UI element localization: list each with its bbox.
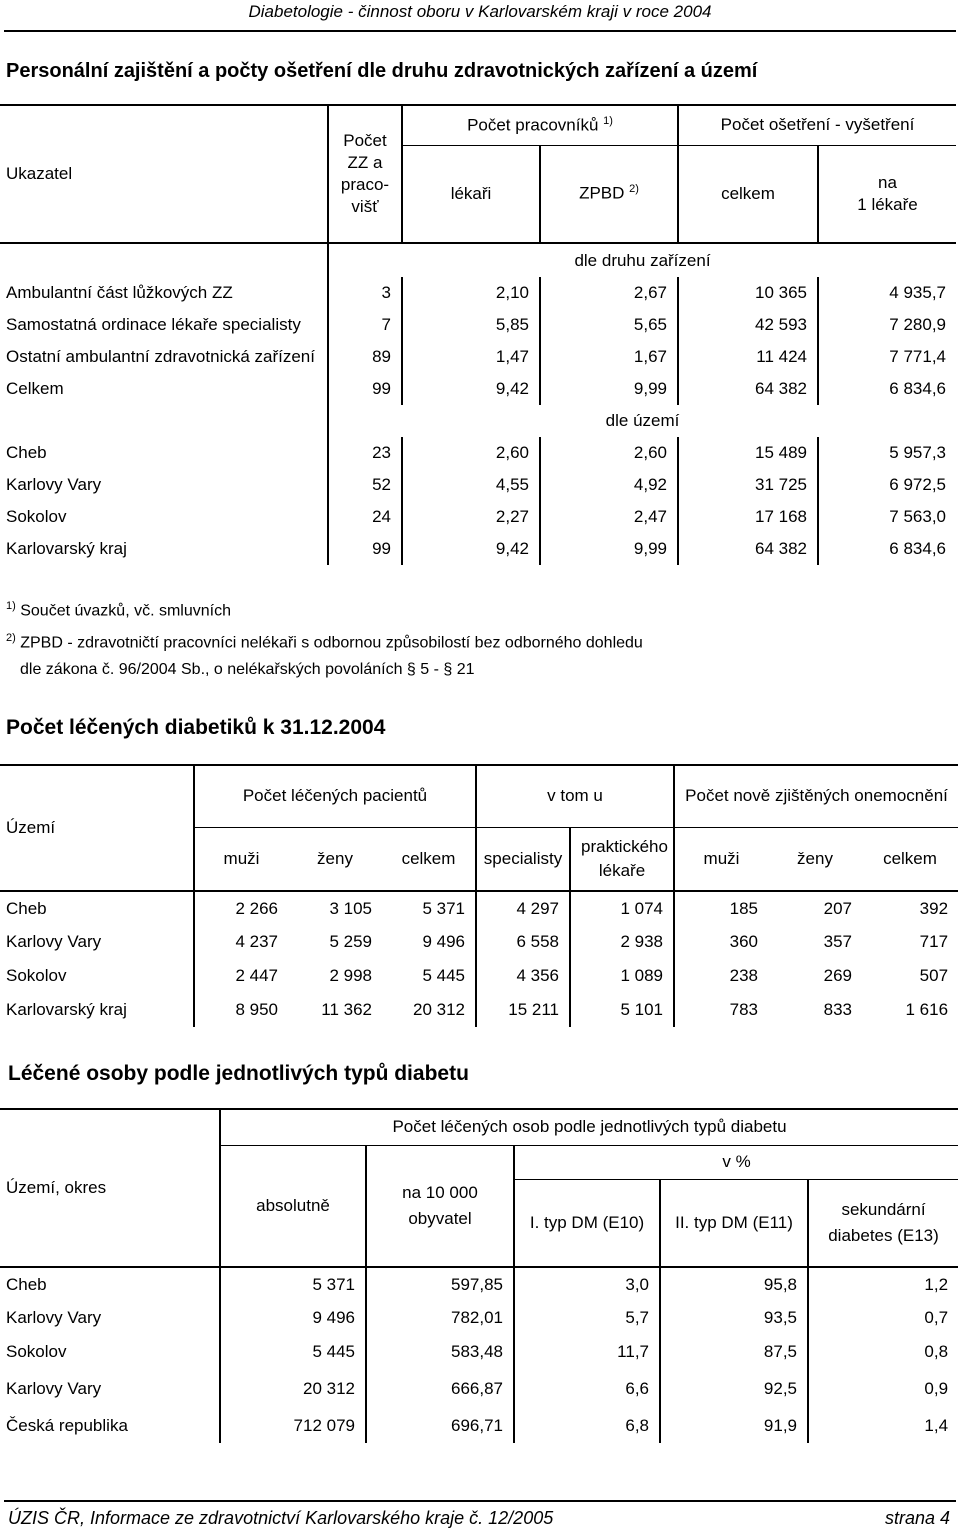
header-nove-zeny: ženy xyxy=(768,827,862,891)
row-label: Sokolov xyxy=(6,1342,67,1361)
cell-lekari: 5,85 xyxy=(402,309,540,341)
cell-nove-muzi: 360 xyxy=(674,925,768,959)
footnote-1: $^{1)}$ Součet úvazků, vč. smluvních xyxy=(6,600,231,620)
row-label: Cheb xyxy=(6,1274,47,1294)
cell-celkem: 42 593 xyxy=(678,309,818,341)
cell-zz: 52 xyxy=(328,469,402,501)
cell-lekari: 2,27 xyxy=(402,501,540,533)
table-row xyxy=(0,533,956,565)
cell-typ1: 5,7 xyxy=(514,1301,660,1335)
cell-specialisty: 4 356 xyxy=(476,959,570,993)
page-header: Diabetologie - činnost oboru v Karlovarském kraji v roce 2004 xyxy=(248,2,712,21)
cell-zeny: 5 259 xyxy=(329,932,372,951)
cell-zpbd: 4,92 xyxy=(540,469,678,501)
row-label: Karlovy Vary xyxy=(6,475,102,494)
header-pocet-osob: Počet léčených osob podle jednotlivých typů diabetu xyxy=(220,1109,958,1145)
cell-nove-muzi: 185 xyxy=(674,891,768,925)
cell-na10000: 666,87 xyxy=(366,1369,514,1409)
cell-nove-celkem: 392 xyxy=(919,898,949,918)
row-label: Ostatní ambulantní zdravotnická zařízení xyxy=(6,347,315,366)
cell-na10000: 583,48 xyxy=(366,1335,514,1369)
row-label: Karlovarský kraj xyxy=(6,539,127,558)
cell-celkem: 5 445 xyxy=(422,966,465,985)
header-nove: Počet nově zjištěných onemocnění xyxy=(674,765,958,827)
footer-page: strana 4 xyxy=(884,1508,950,1528)
cell-lekari: 9,42 xyxy=(402,373,540,405)
header-uzemi: Území xyxy=(6,818,56,837)
header-lekari: lékaři xyxy=(402,145,540,243)
cell-na10000: 696,71 xyxy=(366,1409,514,1443)
cell-na-lekare: 7 771,4 xyxy=(818,341,956,373)
cell-typ1: 6,6 xyxy=(514,1369,660,1409)
cell-zz: 99 xyxy=(328,533,402,565)
row-label: Ambulantní část lůžkových ZZ xyxy=(6,283,233,302)
cell-specialisty: 15 211 xyxy=(476,993,570,1027)
table-row xyxy=(0,1409,958,1443)
cell-zeny: 2 998 xyxy=(329,966,372,985)
cell-typ1: 11,7 xyxy=(514,1335,660,1369)
cell-specialisty: 4 297 xyxy=(476,891,570,925)
header-pracovniku: Počet pracovníků $^{1)}$ xyxy=(402,105,678,145)
cell-zpbd: 2,60 xyxy=(540,437,678,469)
cell-zz: 3 xyxy=(328,277,402,309)
cell-zz: 7 xyxy=(328,309,402,341)
rows-diabetics xyxy=(0,891,958,1027)
cell-typ2: 95,8 xyxy=(660,1267,808,1301)
cell-zpbd: 1,67 xyxy=(540,341,678,373)
header-nove-muzi: muži xyxy=(674,827,768,891)
cell-sekundarni: 1,4 xyxy=(808,1409,958,1443)
table-row xyxy=(0,1369,958,1409)
row-label: Celkem xyxy=(6,379,64,398)
header-prakticky: praktického lékaře xyxy=(570,827,674,891)
cell-lekari: 2,10 xyxy=(402,277,540,309)
rows-types xyxy=(0,1267,958,1443)
subheader-uzemi: dle území xyxy=(328,405,956,437)
cell-typ2: 87,5 xyxy=(660,1335,808,1369)
header-nove-celkem: celkem xyxy=(862,827,958,891)
cell-lekari: 2,60 xyxy=(402,437,540,469)
header-na10000: na 10 000 obyvatel xyxy=(366,1145,514,1267)
table-row xyxy=(0,373,956,405)
cell-nove-zeny: 833 xyxy=(823,1000,852,1019)
cell-celkem: 11 424 xyxy=(678,341,818,373)
cell-celkem: 31 725 xyxy=(678,469,818,501)
cell-prakticky: 5 101 xyxy=(570,993,674,1027)
cell-na10000: 782,01 xyxy=(366,1301,514,1335)
header-muzi: muži xyxy=(194,827,288,891)
header-ukazatel: Ukazatel xyxy=(6,164,73,183)
cell-celkem: 64 382 xyxy=(678,533,818,565)
subheader-druh: dle druhu zařízení xyxy=(328,243,956,277)
header-zpbd: ZPBD $^{2)}$ xyxy=(540,145,678,243)
header-vpct: v % xyxy=(514,1145,958,1179)
cell-typ1: 6,8 xyxy=(514,1409,660,1443)
row-label: Sokolov xyxy=(6,507,67,526)
table-row xyxy=(0,1301,958,1335)
cell-prakticky: 1 089 xyxy=(570,959,674,993)
header-celkem: celkem xyxy=(678,145,818,243)
cell-zpbd: 9,99 xyxy=(540,373,678,405)
cell-na-lekare: 6 834,6 xyxy=(818,373,956,405)
section1-title: Personální zajištění a počty ošetření dle druhu zdravotnických zařízení a území xyxy=(6,60,758,82)
cell-lekari: 9,42 xyxy=(402,533,540,565)
header-typ1: I. typ DM (E10) xyxy=(514,1179,660,1267)
cell-zz: 89 xyxy=(328,341,402,373)
cell-celkem: 9 496 xyxy=(422,932,465,951)
table-row xyxy=(0,891,958,925)
cell-na-lekare: 4 935,7 xyxy=(818,277,956,309)
cell-muzi: 2 447 xyxy=(194,959,288,993)
cell-na10000: 597,85 xyxy=(366,1267,514,1301)
footnote-2: $^{2)}$ ZPBD - zdravotničtí pracovníci nelékaři s odbornou způsobilostí bez odborného dohledu xyxy=(6,632,643,652)
cell-celkem: 20 312 xyxy=(413,1000,465,1019)
cell-typ2: 91,9 xyxy=(660,1409,808,1443)
table-row xyxy=(0,959,958,993)
row-label: Cheb xyxy=(6,898,47,918)
header-pocet-zz: Počet ZZ a praco- višť xyxy=(328,105,402,243)
section3-title: Léčené osoby podle jednotlivých typů diabetu xyxy=(8,1062,469,1085)
footer-rule xyxy=(4,1500,956,1502)
row-label: Cheb xyxy=(6,443,47,462)
table-row xyxy=(0,277,956,309)
cell-sekundarni: 0,7 xyxy=(808,1301,958,1335)
cell-nove-celkem: 717 xyxy=(919,932,949,951)
cell-specialisty: 6 558 xyxy=(476,925,570,959)
cell-zeny: 11 362 xyxy=(321,1000,372,1019)
cell-nove-muzi: 238 xyxy=(674,959,768,993)
cell-nove-zeny: 269 xyxy=(823,966,852,985)
table-row xyxy=(0,925,958,959)
cell-zpbd: 5,65 xyxy=(540,309,678,341)
header-osetreni: Počet ošetření - vyšetření xyxy=(678,105,956,145)
row-label: Sokolov xyxy=(6,966,67,985)
table-row xyxy=(0,1267,958,1301)
cell-nove-zeny: 357 xyxy=(823,932,852,951)
header-typ2: II. typ DM (E11) xyxy=(660,1179,808,1267)
row-label: Karlovy Vary xyxy=(6,1308,102,1327)
cell-absolutne: 9 496 xyxy=(220,1301,366,1335)
cell-lekari: 4,55 xyxy=(402,469,540,501)
table-row xyxy=(0,309,956,341)
header-specialisty: specialisty xyxy=(476,827,570,891)
table-row xyxy=(0,1335,958,1369)
cell-zz: 23 xyxy=(328,437,402,469)
row-label: Karlovy Vary xyxy=(6,1379,102,1398)
cell-nove-celkem: 1 616 xyxy=(905,1000,949,1019)
header-celkem: celkem xyxy=(382,827,476,891)
cell-absolutne: 5 371 xyxy=(220,1267,366,1301)
header-uzemi-okres: Území, okres xyxy=(6,1178,107,1197)
cell-sekundarni: 1,2 xyxy=(808,1267,958,1301)
cell-na-lekare: 7 280,9 xyxy=(818,309,956,341)
header-sekundarni: sekundární diabetes (E13) xyxy=(808,1179,958,1267)
row-label: Samostatná ordinace lékaře specialisty xyxy=(6,315,301,334)
cell-zpbd: 9,99 xyxy=(540,533,678,565)
rows-uzemi xyxy=(0,437,956,565)
diabetics-table xyxy=(0,764,958,1027)
cell-typ2: 93,5 xyxy=(660,1301,808,1335)
cell-typ1: 3,0 xyxy=(514,1267,660,1301)
cell-celkem: 64 382 xyxy=(678,373,818,405)
cell-celkem: 17 168 xyxy=(678,501,818,533)
section2-title: Počet léčených diabetiků k 31.12.2004 xyxy=(6,716,386,739)
cell-celkem: 10 365 xyxy=(678,277,818,309)
rows-druh xyxy=(0,277,956,405)
cell-celkem: 5 371 xyxy=(422,898,465,918)
cell-zpbd: 2,67 xyxy=(540,277,678,309)
row-label: Karlovarský kraj xyxy=(6,1000,127,1019)
header-zeny: ženy xyxy=(288,827,382,891)
cell-muzi: 8 950 xyxy=(194,993,288,1027)
cell-sekundarni: 0,9 xyxy=(808,1369,958,1409)
cell-nove-zeny: 207 xyxy=(823,898,852,918)
cell-lekari: 1,47 xyxy=(402,341,540,373)
cell-nove-muzi: 783 xyxy=(674,993,768,1027)
header-pacientu: Počet léčených pacientů xyxy=(194,765,476,827)
cell-zpbd: 2,47 xyxy=(540,501,678,533)
cell-zz: 99 xyxy=(328,373,402,405)
staff-table xyxy=(0,104,956,565)
cell-absolutne: 20 312 xyxy=(220,1369,366,1409)
diabetes-types-table xyxy=(0,1108,958,1443)
cell-prakticky: 2 938 xyxy=(570,925,674,959)
cell-na-lekare: 5 957,3 xyxy=(818,437,956,469)
header-rule xyxy=(4,30,956,32)
cell-nove-celkem: 507 xyxy=(919,966,949,985)
cell-absolutne: 712 079 xyxy=(220,1409,366,1443)
cell-absolutne: 5 445 xyxy=(220,1335,366,1369)
cell-celkem: 15 489 xyxy=(678,437,818,469)
cell-typ2: 92,5 xyxy=(660,1369,808,1409)
row-label: Česká republika xyxy=(6,1416,128,1435)
cell-na-lekare: 7 563,0 xyxy=(818,501,956,533)
cell-muzi: 4 237 xyxy=(194,925,288,959)
cell-zz: 24 xyxy=(328,501,402,533)
cell-sekundarni: 0,8 xyxy=(808,1335,958,1369)
header-absolutne: absolutně xyxy=(220,1145,366,1267)
cell-na-lekare: 6 972,5 xyxy=(818,469,956,501)
table-row xyxy=(0,469,956,501)
footnote-2-cont: dle zákona č. 96/2004 Sb., o nelékařských povoláních § 5 - § 21 xyxy=(20,661,475,678)
cell-prakticky: 1 074 xyxy=(570,891,674,925)
row-label: Karlovy Vary xyxy=(6,932,102,951)
header-na-lekare: na 1 lékaře xyxy=(818,145,956,243)
header-vtomu: v tom u xyxy=(476,765,674,827)
footer-source: ÚZIS ČR, Informace ze zdravotnictví Karlovarského kraje č. 12/2005 xyxy=(8,1508,554,1528)
table-row xyxy=(0,501,956,533)
table-row xyxy=(0,437,956,469)
cell-zeny: 3 105 xyxy=(329,898,372,918)
table-row xyxy=(0,993,958,1027)
cell-muzi: 2 266 xyxy=(194,891,288,925)
cell-na-lekare: 6 834,6 xyxy=(818,533,956,565)
table-row xyxy=(0,341,956,373)
